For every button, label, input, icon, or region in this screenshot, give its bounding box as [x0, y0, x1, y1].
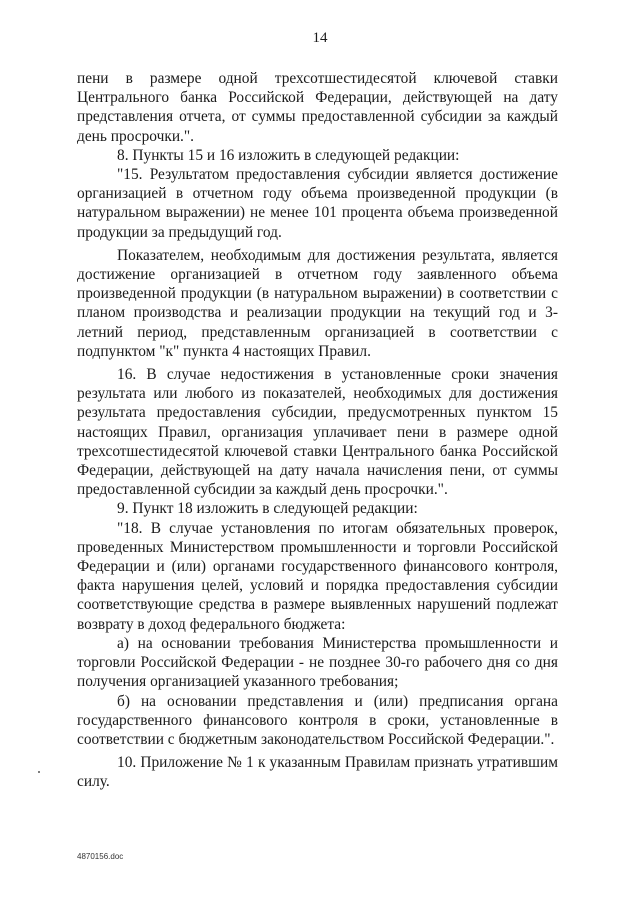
paragraph-continuation: пени в размере одной трехсотшестидесятой ключевой ставки Центрального банка Российской Федерации, действующей на дату представления отчета, от суммы предоставленной субсидии за каждый день просрочки.".	[77, 70, 558, 145]
document-body	[77, 69, 558, 792]
paragraph-item-8: 8. Пункты 15 и 16 изложить в следующей редакции:	[117, 146, 460, 164]
paragraph-item-9: 9. Пункт 18 изложить в следующей редакции:	[117, 500, 418, 518]
paragraph-clause-16: 16. В случае недостижения в установленные сроки значения результата или любого из показателей, необходимых для достижения результата предоставления субсидии, предусмотренных пунктом 15 настоящих Правил, организация уплачивает пени в размере одной трехсотшестидесятой ключевой ставки Центрального банка Российской Федерации, действующей на дату начала начисления пени, от суммы предоставленной субсидии за каждый день просрочки.".	[77, 366, 558, 499]
paragraph-clause-18: "18. В случае установления по итогам обязательных проверок, проведенных Министерством промышленности и торговли Российской Федерации и (или) органами государственного финансового контроля, факта нарушения целей, условий и порядка предоставления субсидии соответствующие средства в размере выявленных нарушений подлежат возврату в доход федерального бюджета:	[77, 519, 558, 633]
document-file-id: 4870156.doc	[77, 852, 124, 861]
paragraph-indicator: Показателем, необходимым для достижения результата, является достижение организацией в отчетном году заявленного объема произведенной продукции (в натуральном выражении) в соответствии с планом производства и реализации продукции на текущий год и 3-летний период, представленным организацией в соответствии с подпунктом "к" пункта 4 настоящих Правил.	[77, 246, 558, 360]
paragraph-subclause-b: б) на основании представления и (или) предписания органа государственного финансового контроля в сроки, установленные в соответствии с бюджетным законодательством Российской Федерации.".	[77, 692, 558, 748]
paragraph-clause-15: "15. Результатом предоставления субсидии является достижение организацией в отчетном году объема произведенной продукции (в натуральном выражении) не менее 101 процента объема произведенной продукции за предыдущий год.	[77, 166, 558, 241]
scan-speck	[38, 771, 40, 773]
paragraph-item-10: 10. Приложение № 1 к указанным Правилам признать утратившим силу.	[77, 754, 558, 791]
paragraph-subclause-a: а) на основании требования Министерства промышленности и торговли Российской Федерации - не позднее 30-го рабочего дня со дня получения организацией указанного требования;	[77, 634, 558, 691]
page-number: 14	[312, 30, 328, 46]
